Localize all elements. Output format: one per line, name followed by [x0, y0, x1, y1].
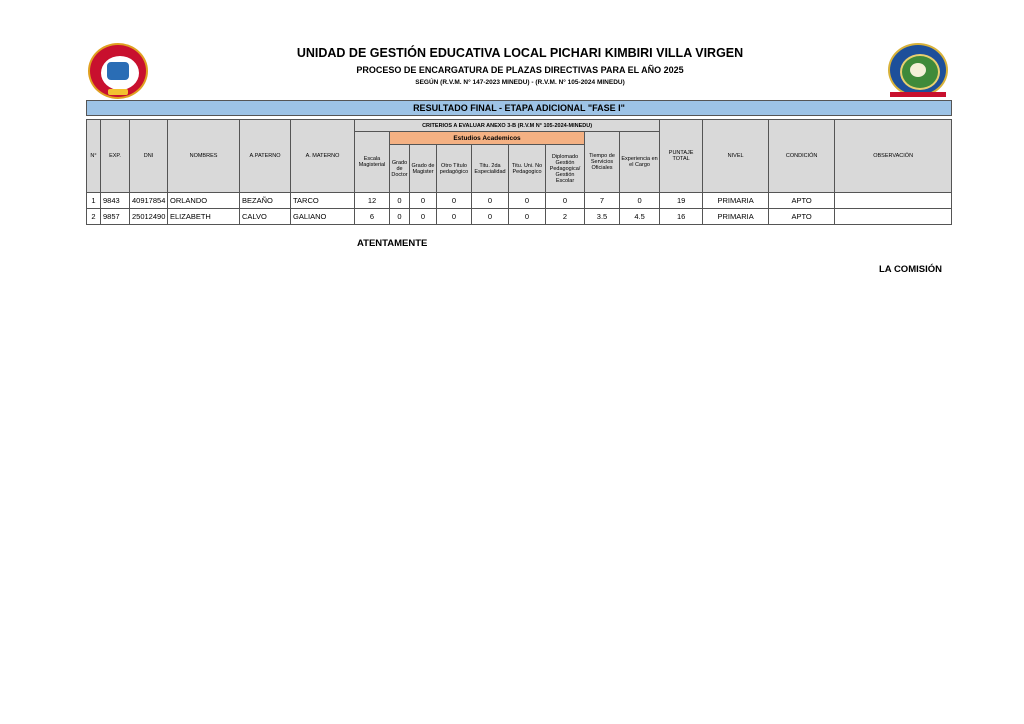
col-experiencia: Experiencia en el Cargo [620, 132, 660, 193]
row-puntaje: 19 [660, 193, 703, 209]
row-tiempo: 7 [585, 193, 620, 209]
col-n: N° [87, 120, 101, 193]
result-bar: RESULTADO FINAL - ETAPA ADICIONAL "FASE I" [86, 100, 952, 116]
col-exp: EXP. [101, 120, 130, 193]
col-magister: Grado de Magister [410, 145, 437, 193]
row-observacion [835, 193, 952, 209]
results-table [86, 119, 952, 225]
col-escala: Escala Magisterial [355, 132, 390, 193]
estudios-header: Estudios Academicos [390, 132, 585, 145]
document-title: UNIDAD DE GESTIÓN EDUCATIVA LOCAL PICHARI KIMBIRI VILLA VIRGEN [296, 46, 744, 60]
row-experiencia: 4.5 [620, 209, 660, 225]
row-puntaje: 16 [660, 209, 703, 225]
row-paterno: BEZAÑO [240, 193, 291, 209]
document-subtitle: PROCESO DE ENCARGATURA DE PLAZAS DIRECTIVAS PARA EL AÑO 2025 [356, 65, 684, 75]
row-doctor: 0 [390, 193, 410, 209]
seal-ribbon [890, 92, 946, 97]
row-dni: 40917854 [130, 193, 168, 209]
row-magister: 0 [410, 209, 437, 225]
col-nombres: NOMBRES [168, 120, 240, 193]
row-n: 2 [87, 209, 101, 225]
row-nombres: ORLANDO [168, 193, 240, 209]
row-tiempo: 3.5 [585, 209, 620, 225]
col-doctor: Grado de Doctor [390, 145, 410, 193]
col-condicion: CONDICIÓN [769, 120, 835, 193]
row-exp: 9843 [101, 193, 130, 209]
table-row [87, 193, 952, 209]
col-puntaje: PUNTAJE TOTAL [660, 120, 703, 193]
row-nombres: ELIZABETH [168, 209, 240, 225]
row-titu-2da: 0 [472, 209, 509, 225]
row-paterno: CALVO [240, 209, 291, 225]
col-titu-2da: Titu. 2da Especialidad [472, 145, 509, 193]
row-diplomado: 0 [546, 193, 585, 209]
row-escala: 6 [355, 209, 390, 225]
col-materno: A. MATERNO [291, 120, 355, 193]
row-otro-titulo: 0 [437, 209, 472, 225]
row-observacion [835, 209, 952, 225]
col-titu-uni: Titu. Uni. No Pedagogico [509, 145, 546, 193]
row-exp: 9857 [101, 209, 130, 225]
row-materno: TARCO [291, 193, 355, 209]
col-diplomado: Diplomado Gestión Pedagogica/ Gestión Escolar [546, 145, 585, 193]
row-dni: 25012490 [130, 209, 168, 225]
row-diplomado: 2 [546, 209, 585, 225]
row-titu-uni: 0 [509, 209, 546, 225]
col-observacion: OBSERVACIÓN [835, 120, 952, 193]
signature-comision: LA COMISIÓN [879, 264, 942, 275]
col-tiempo: Tiempo de Servicios Oficiales [585, 132, 620, 193]
row-nivel: PRIMARIA [703, 193, 769, 209]
closing-atentamente: ATENTAMENTE [357, 238, 428, 249]
row-condicion: APTO [769, 193, 835, 209]
row-doctor: 0 [390, 209, 410, 225]
row-titu-2da: 0 [472, 193, 509, 209]
row-materno: GALIANO [291, 209, 355, 225]
table-row [87, 209, 952, 225]
legal-reference: SEGÚN (R.V.M. N° 147-2023 MINEDU) - (R.V.M. N° 105-2024 MINEDU) [415, 79, 625, 86]
col-nivel: NIVEL [703, 120, 769, 193]
row-n: 1 [87, 193, 101, 209]
row-nivel: PRIMARIA [703, 209, 769, 225]
col-paterno: A.PATERNO [240, 120, 291, 193]
row-titu-uni: 0 [509, 193, 546, 209]
criteria-header: CRITERIOS A EVALUAR ANEXO 3-B (R.V.M N° 105-2024-MINEDU) [355, 120, 660, 132]
col-dni: DNI [130, 120, 168, 193]
row-magister: 0 [410, 193, 437, 209]
row-escala: 12 [355, 193, 390, 209]
row-experiencia: 0 [620, 193, 660, 209]
col-otro-titulo: Otro Título pedagógico [437, 145, 472, 193]
row-condicion: APTO [769, 209, 835, 225]
row-otro-titulo: 0 [437, 193, 472, 209]
